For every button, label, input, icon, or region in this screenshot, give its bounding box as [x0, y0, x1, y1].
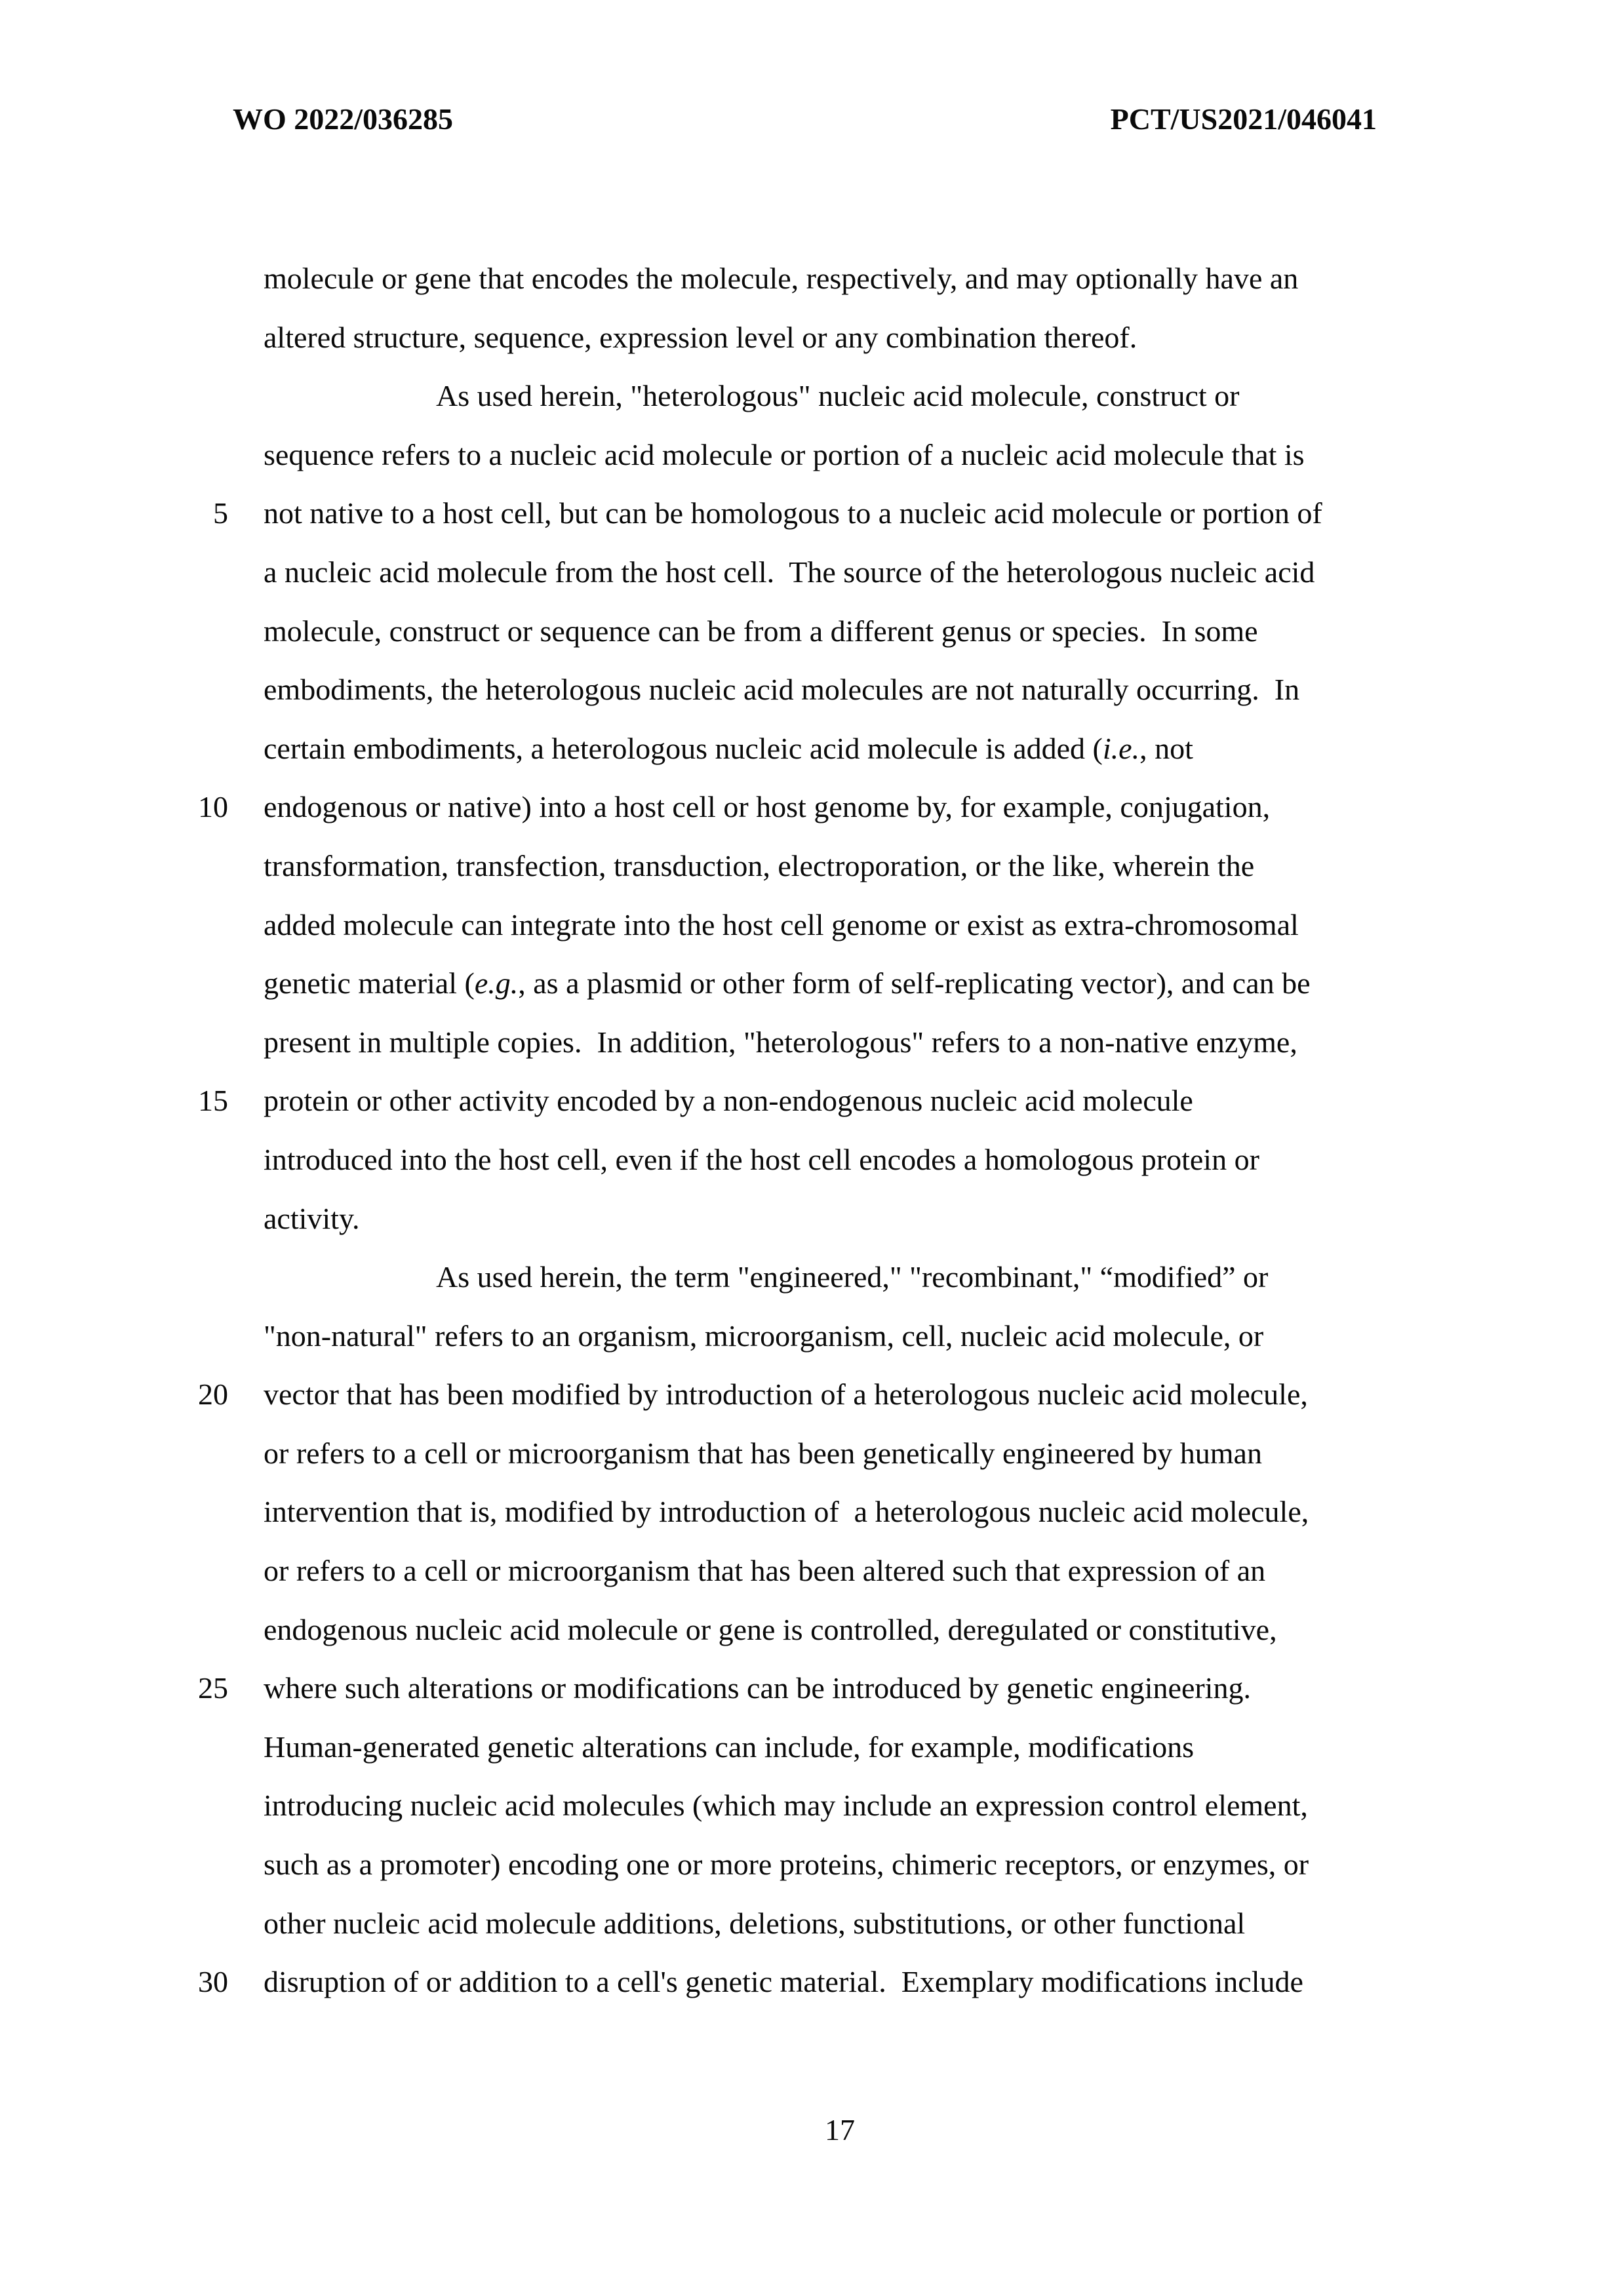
- text-line: [0, 1659, 1622, 1718]
- text-line: [0, 249, 1622, 308]
- line-text: not native to a host cell, but can be homologous to a nucleic acid molecule or portion of: [264, 496, 1322, 530]
- line-text: other nucleic acid molecule additions, deletions, substitutions, or other functional: [264, 1906, 1246, 1940]
- line-text: molecule or gene that encodes the molecule, respectively, and may optionally have an: [264, 262, 1299, 295]
- line-text: Human-generated genetic alterations can include, for example, modifications: [264, 1730, 1195, 1764]
- italic-term: i.e.: [1102, 731, 1140, 765]
- text-line: [0, 1248, 1622, 1307]
- text-line: [0, 1189, 1622, 1248]
- body-text-block: [0, 249, 1622, 2011]
- italic-term: e.g.: [474, 966, 519, 1000]
- text-line: [0, 660, 1622, 719]
- text-line: [0, 543, 1622, 602]
- text-line: [0, 308, 1622, 367]
- line-text: sequence refers to a nucleic acid molecule or portion of a nucleic acid molecule that is: [264, 437, 1305, 471]
- line-text: such as a promoter) encoding one or more proteins, chimeric receptors, or enzymes, or: [264, 1848, 1309, 1882]
- line-text: protein or other activity encoded by a non-endogenous nucleic acid molecule: [264, 1084, 1193, 1118]
- text-line: [0, 954, 1622, 1013]
- line-text: intervention that is, modified by introduction of a heterologous nucleic acid molecule,: [264, 1495, 1309, 1529]
- line-text: or refers to a cell or microorganism that has been genetically engineered by human: [264, 1436, 1262, 1470]
- line-text: introduced into the host cell, even if the host cell encodes a homologous protein or: [264, 1142, 1259, 1176]
- line-text: added molecule can integrate into the host cell genome or exist as extra-chromosomal: [264, 907, 1299, 941]
- text-line: [0, 1894, 1622, 1953]
- line-text: or refers to a cell or microorganism that has been altered such that expression of an: [264, 1554, 1266, 1588]
- text-line: [0, 1776, 1622, 1835]
- line-text: endogenous nucleic acid molecule or gene is controlled, deregulated or constitutive,: [264, 1612, 1277, 1646]
- line-text: As used herein, "heterologous" nucleic acid molecule, construct or: [436, 379, 1240, 413]
- text-line: [0, 1541, 1622, 1600]
- text-line: [0, 484, 1622, 543]
- line-text: transformation, transfection, transduction, electroporation, or the like, wherein the: [264, 848, 1255, 882]
- line-text: molecule, construct or sequence can be from a different genus or species. In some: [264, 614, 1258, 648]
- text-line: [0, 602, 1622, 661]
- line-number: 15: [198, 1084, 228, 1118]
- text-line: [0, 1130, 1622, 1189]
- text-line: [0, 1071, 1622, 1130]
- line-number: 10: [198, 790, 228, 824]
- line-text: embodiments, the heterologous nucleic acid molecules are not naturally occurring. In: [264, 673, 1300, 707]
- line-text: As used herein, the term "engineered," "recombinant," “modified” or: [436, 1260, 1269, 1294]
- text-line: [0, 719, 1622, 778]
- text-line: [0, 1013, 1622, 1072]
- text-line: [0, 426, 1622, 485]
- text-line: [0, 366, 1622, 426]
- publication-number: WO 2022/036285: [233, 102, 454, 136]
- text-line: [0, 778, 1622, 837]
- line-number: 25: [198, 1671, 228, 1705]
- text-line: [0, 1600, 1622, 1659]
- line-text: disruption of or addition to a cell's genetic material. Exemplary modifications include: [264, 1965, 1303, 1999]
- line-text: certain embodiments, a heterologous nucleic acid molecule is added (i.e., not: [264, 731, 1193, 765]
- application-number: PCT/US2021/046041: [1110, 102, 1377, 136]
- line-text: a nucleic acid molecule from the host cell. The source of the heterologous nucleic acid: [264, 555, 1315, 589]
- text-line: [0, 1835, 1622, 1894]
- text-line: [0, 837, 1622, 896]
- text-line: [0, 896, 1622, 955]
- page-number: 17: [825, 2113, 855, 2147]
- text-line: [0, 1952, 1622, 2011]
- text-line: [0, 1307, 1622, 1366]
- line-text: present in multiple copies. In addition, "heterologous" refers to a non-native enzyme,: [264, 1025, 1297, 1059]
- text-line: [0, 1718, 1622, 1777]
- line-text: "non-natural" refers to an organism, microorganism, cell, nucleic acid molecule, or: [264, 1318, 1264, 1353]
- text-line: [0, 1365, 1622, 1424]
- line-text: altered structure, sequence, expression level or any combination thereof.: [264, 320, 1137, 354]
- line-text: genetic material (e.g., as a plasmid or other form of self-replicating vector), and can be: [264, 966, 1311, 1000]
- line-text: endogenous or native) into a host cell or host genome by, for example, conjugation,: [264, 790, 1271, 824]
- line-number: 5: [213, 496, 228, 530]
- line-text: activity.: [264, 1201, 360, 1235]
- text-line: [0, 1482, 1622, 1541]
- line-number: 20: [198, 1377, 228, 1412]
- line-text: vector that has been modified by introduction of a heterologous nucleic acid molecule,: [264, 1377, 1308, 1412]
- line-text: where such alterations or modifications can be introduced by genetic engineering.: [264, 1671, 1251, 1705]
- line-text: introducing nucleic acid molecules (which may include an expression control element,: [264, 1789, 1308, 1823]
- text-line: [0, 1424, 1622, 1483]
- line-number: 30: [198, 1965, 228, 1999]
